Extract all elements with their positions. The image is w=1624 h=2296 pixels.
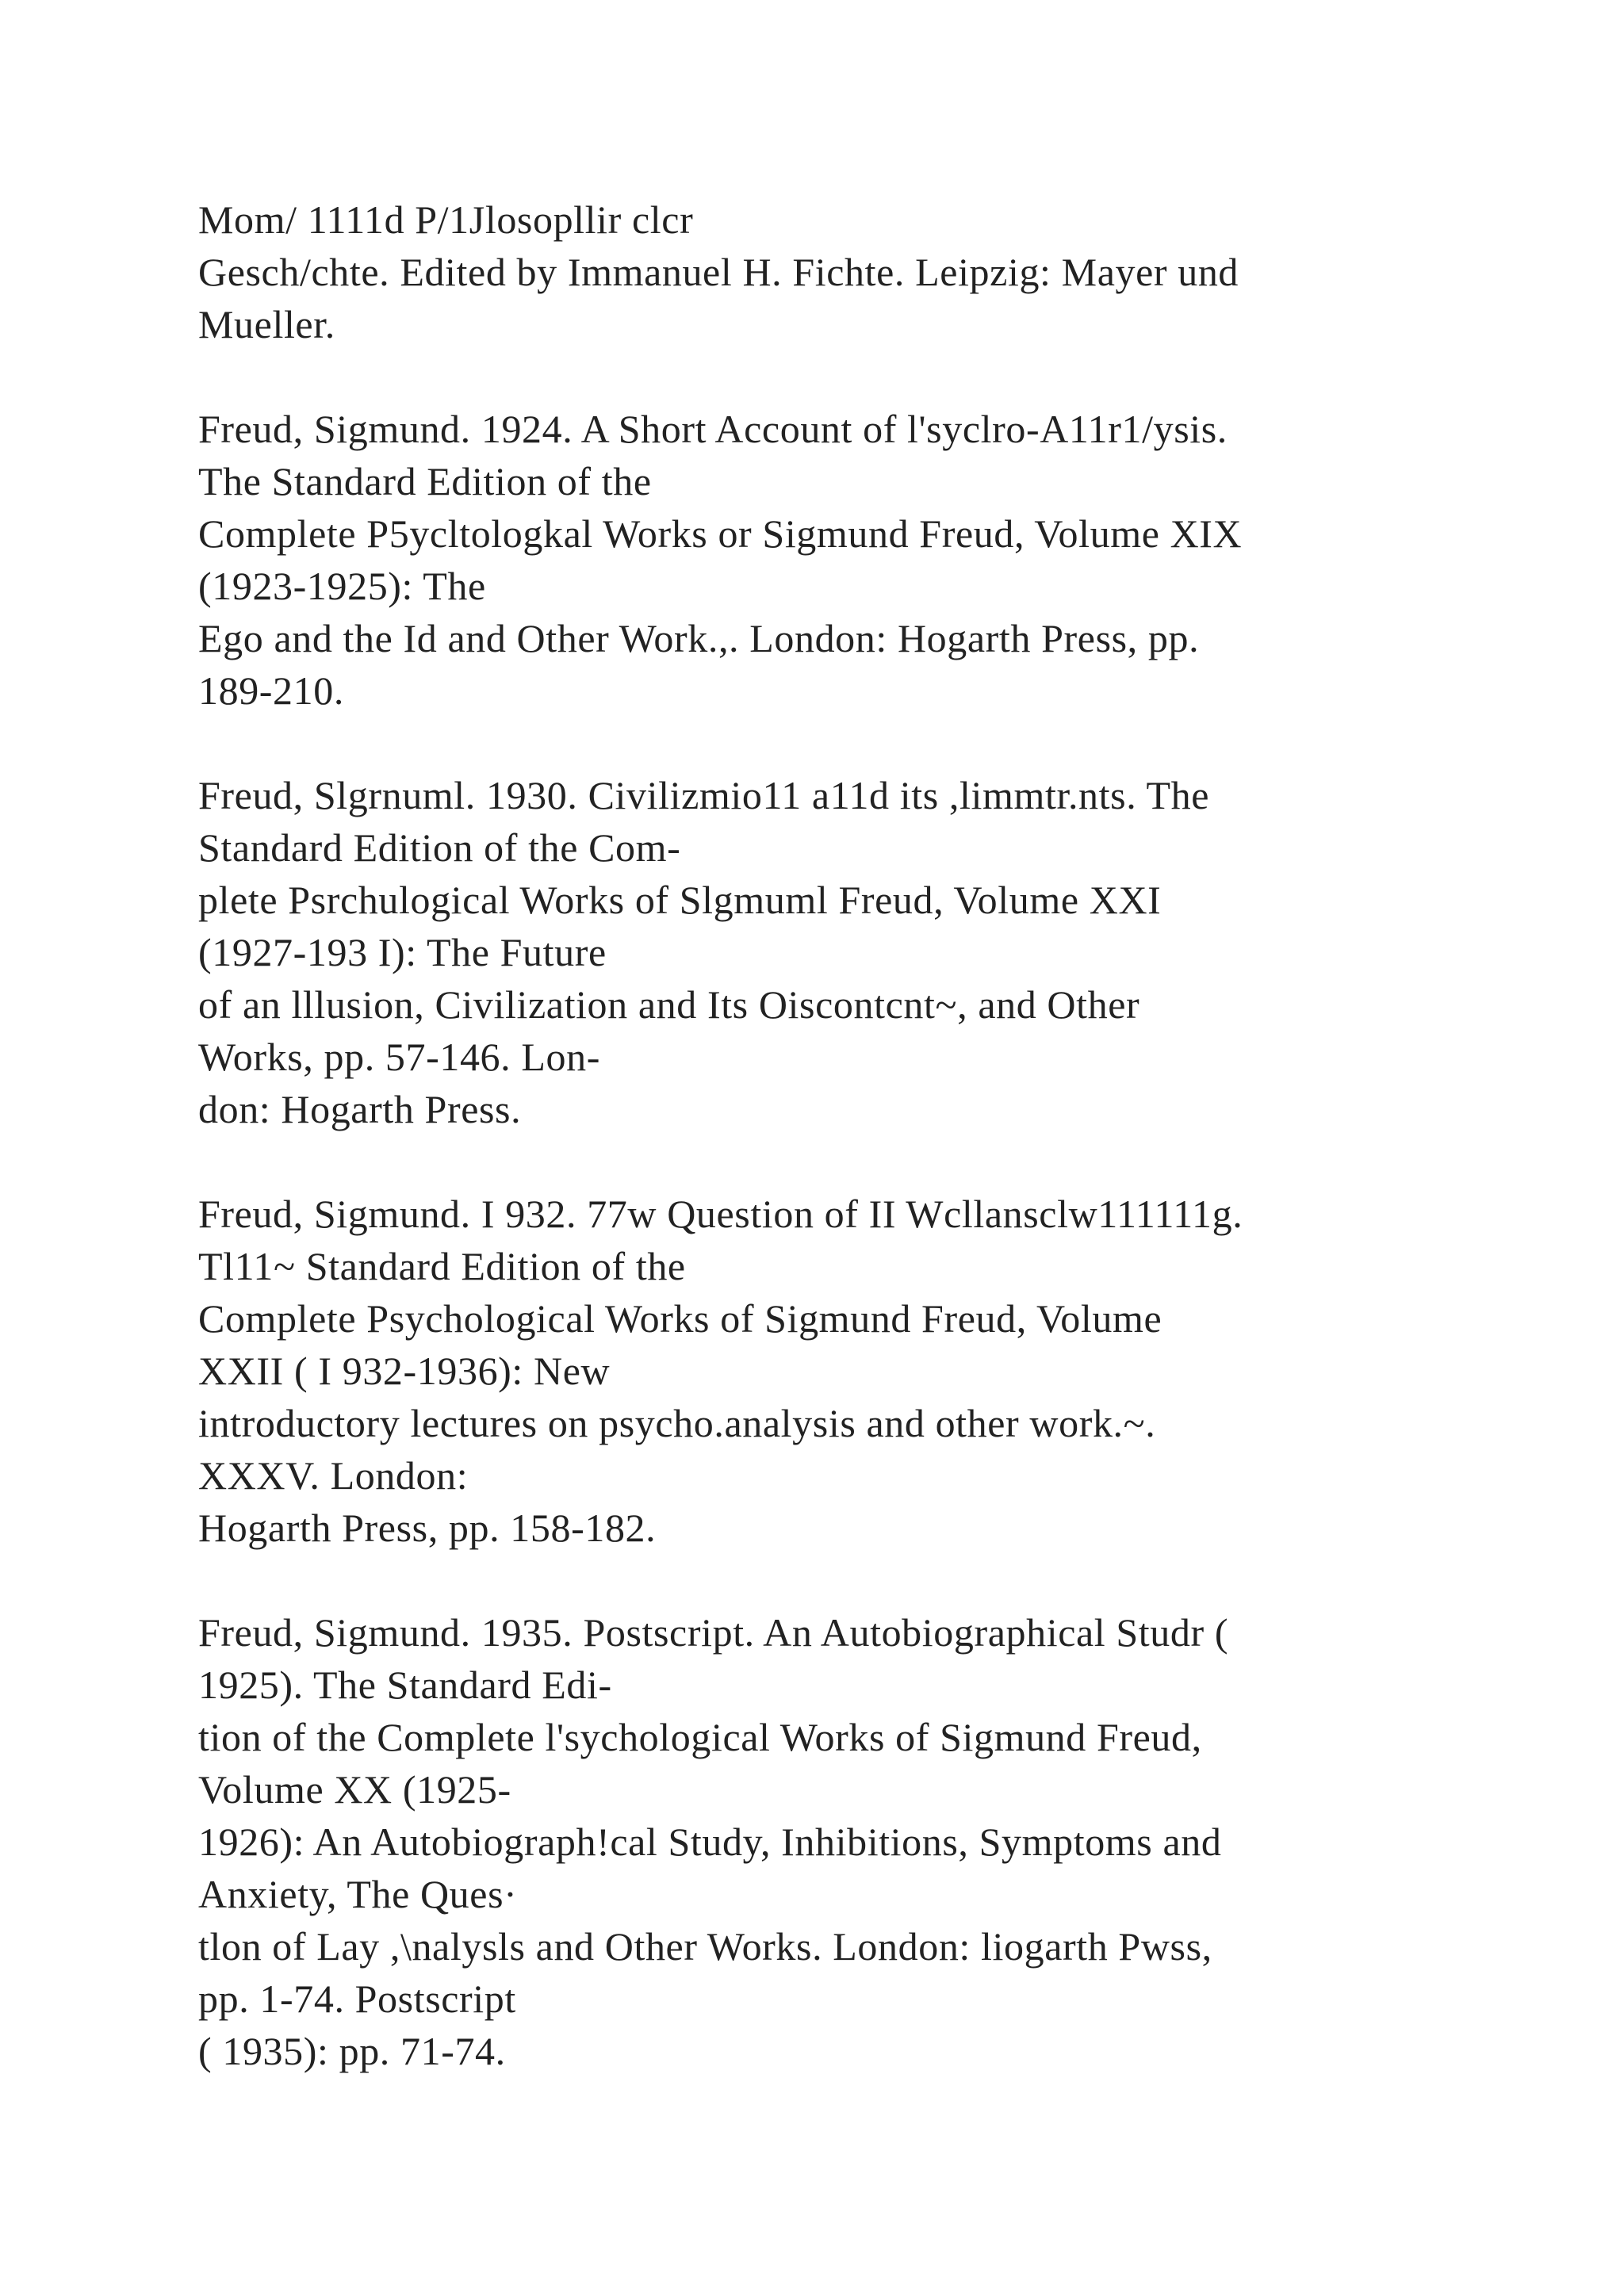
bibliography-entry — [198, 193, 1507, 350]
entry-line: Works, pp. 57-146. Lon- — [198, 1035, 600, 1079]
entry-line: The Standard Edition of the — [198, 459, 652, 503]
entry-line: ( 1935): pp. 71-74. — [198, 2029, 506, 2073]
entry-line: Standard Edition of the Com- — [198, 825, 681, 870]
entry-line: Tl11~ Standard Edition of the — [198, 1244, 686, 1288]
entry-line: tlon of Lay ,\nalysls and Other Works. London: liogarth Pwss, — [198, 1924, 1212, 1969]
entry-line: introductory lectures on psycho.analysis and other work.~. — [198, 1401, 1156, 1445]
entry-line: Mom/ 1111d P/1Jlosopllir clcr — [198, 197, 694, 242]
entry-line: 189-210. — [198, 668, 344, 713]
entry-line: of an lllusion, Civilization and Its Oiscontcnt~, and Other — [198, 982, 1140, 1027]
entry-line: XXXV. London: — [198, 1453, 469, 1498]
entry-line: Complete P5ycltologkal Works or Sigmund Freud, Volume XIX — [198, 511, 1243, 556]
entry-line: XXII ( I 932-1936): New — [198, 1349, 611, 1393]
bibliography-text — [198, 193, 1507, 2077]
bibliography-entry — [198, 1188, 1507, 1554]
entry-line: Complete Psychological Works of Sigmund Freud, Volume — [198, 1296, 1162, 1341]
entry-line: Freud, Sigmund. 1935. Postscript. An Autobiographical Studr ( — [198, 1610, 1229, 1655]
bibliography-entry — [198, 1606, 1507, 2077]
entry-line: Gesch/chte. Edited by Immanuel H. Fichte. Leipzig: Mayer und — [198, 250, 1239, 294]
entry-line: Mueller. — [198, 302, 335, 346]
entry-line: 1925). The Standard Edi- — [198, 1663, 612, 1707]
entry-line: tion of the Complete l'sychological Works of Sigmund Freud, — [198, 1715, 1202, 1759]
entry-line: Ego and the Id and Other Work.,. London: Hogarth Press, pp. — [198, 616, 1200, 660]
entry-line: Anxiety, The Ques· — [198, 1872, 518, 1916]
entry-line: (1923-1925): The — [198, 564, 486, 608]
entry-line: plete Psrchulogical Works of Slgmuml Freud, Volume XXI — [198, 878, 1162, 922]
bibliography-entry — [198, 769, 1507, 1135]
entry-line: 1926): An Autobiograph!cal Study, Inhibitions, Symptoms and — [198, 1820, 1222, 1864]
entry-line: (1927-193 I): The Future — [198, 930, 607, 974]
entry-line: Freud, Slgrnuml. 1930. Civilizmio11 a11d its ,limmtr.nts. The — [198, 773, 1210, 817]
entry-line: Freud, Sigmund. I 932. 77w Question of II Wcllansclw111111g. — [198, 1192, 1243, 1236]
entry-line: Volume XX (1925- — [198, 1767, 511, 1812]
entry-line: pp. 1-74. Postscript — [198, 1976, 516, 2021]
entry-line: Hogarth Press, pp. 158-182. — [198, 1506, 657, 1550]
bibliography-entry — [198, 403, 1507, 717]
entry-line: don: Hogarth Press. — [198, 1087, 522, 1131]
entry-line: Freud, Sigmund. 1924. A Short Account of l'syclro-A11r1/ysis. — [198, 407, 1228, 451]
